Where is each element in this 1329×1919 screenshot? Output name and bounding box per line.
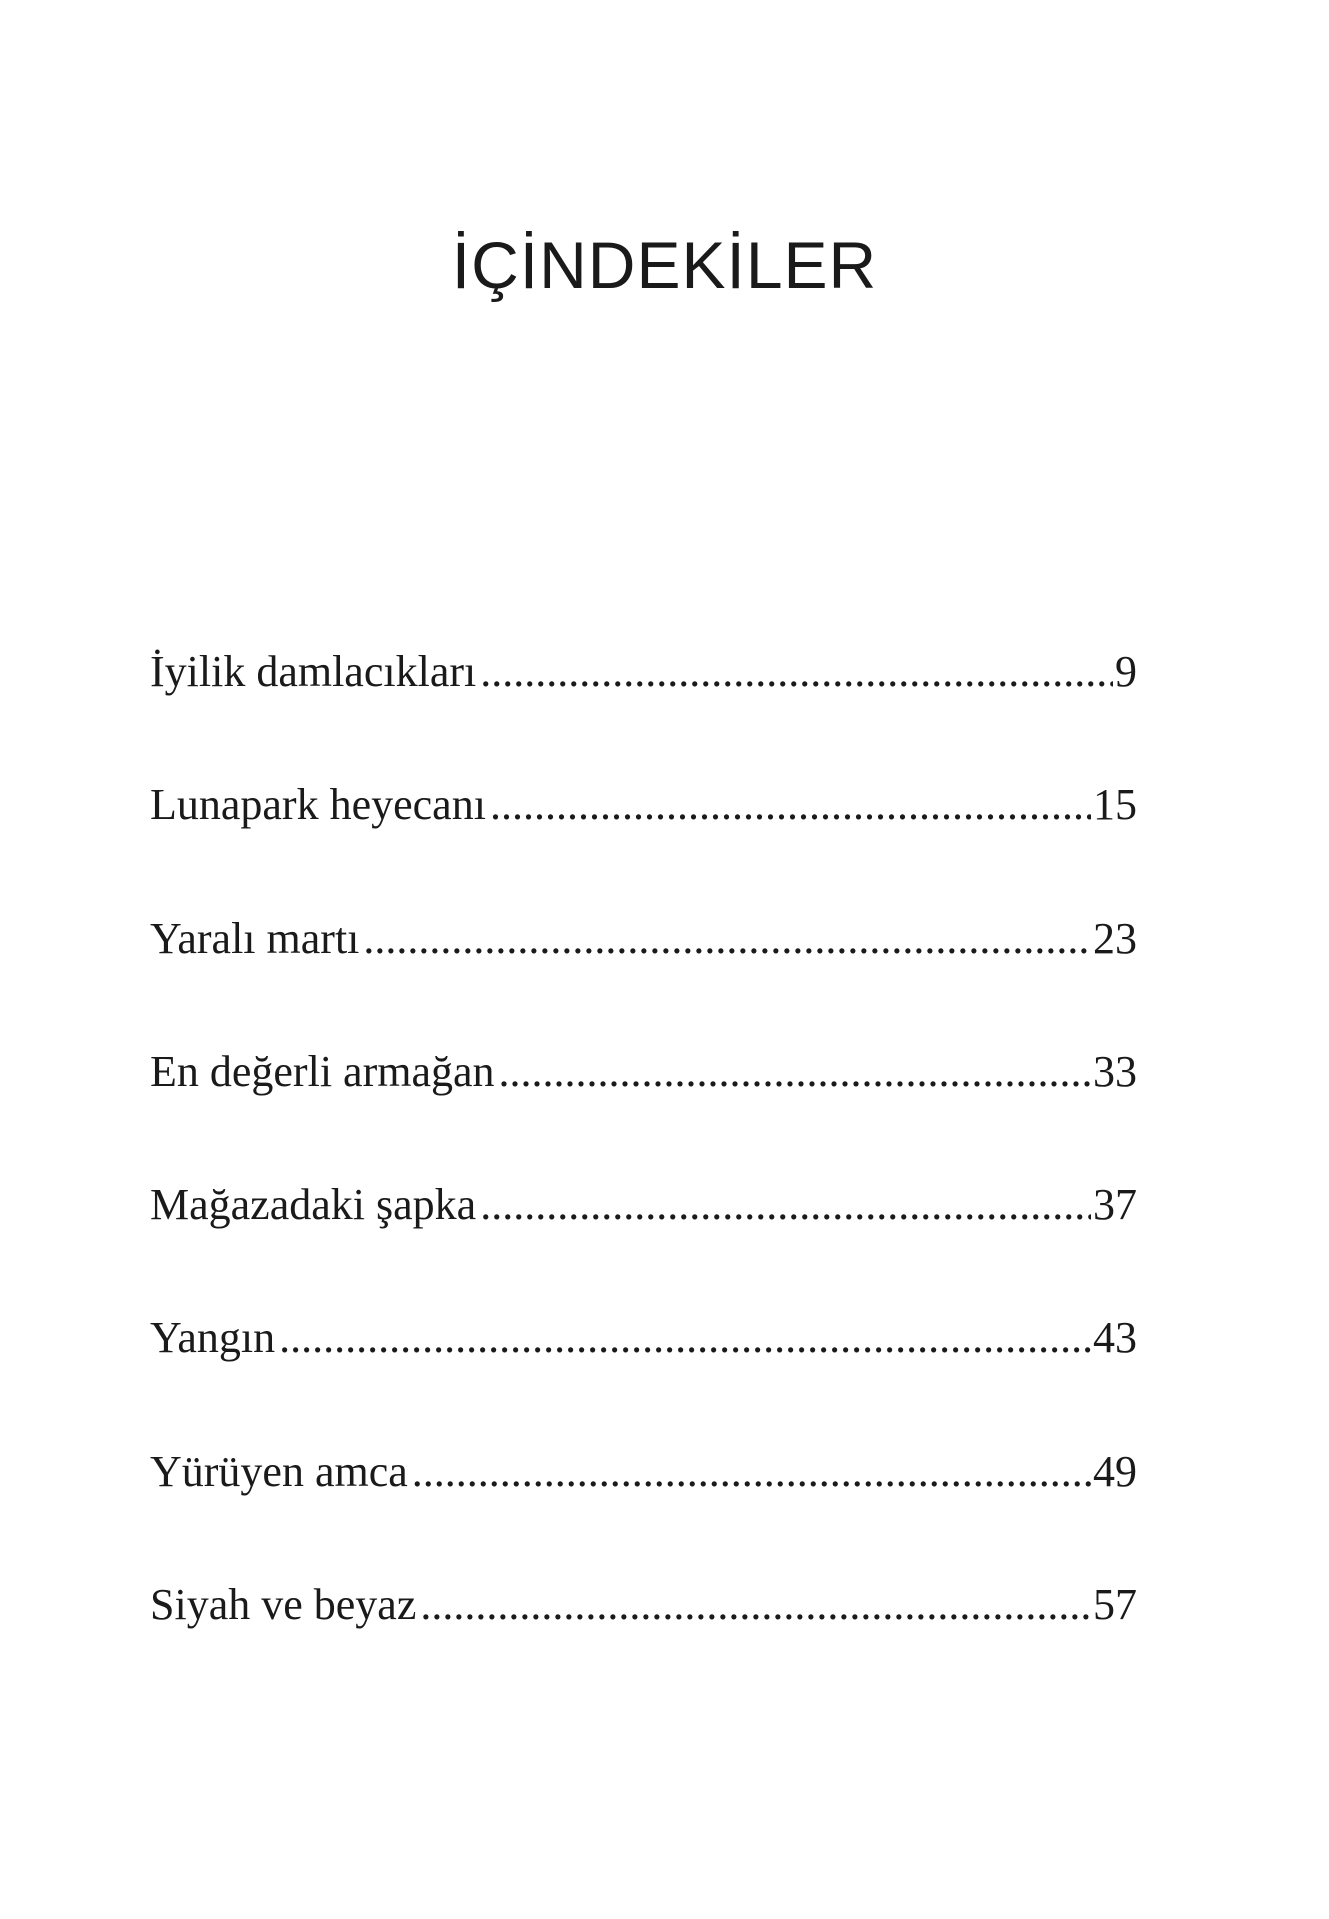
dot-leader	[420, 1583, 1091, 1627]
toc-entry[interactable]	[150, 913, 1137, 1050]
toc-entry-title: Lunapark heyecanı	[150, 780, 486, 830]
toc-entry-page: 33	[1093, 1046, 1137, 1096]
dot-leader	[480, 650, 1113, 694]
toc-heading: İÇİNDEKİLER	[451, 228, 878, 302]
toc-entry[interactable]	[150, 647, 1137, 783]
dot-leader	[490, 783, 1091, 827]
toc-entry-page: 43	[1093, 1313, 1137, 1363]
dot-leader	[499, 1050, 1091, 1094]
toc-entry-title: Mağazadaki şapka	[150, 1180, 477, 1230]
toc-entry-title: Yangın	[150, 1313, 276, 1363]
toc-entry-title: Yaralı martı	[150, 913, 360, 963]
toc-entry-page: 23	[1093, 913, 1137, 963]
toc-entry-title: İyilik damlacıkları	[150, 647, 477, 696]
toc-entry[interactable]	[150, 1446, 1137, 1583]
toc-entry[interactable]	[150, 780, 1137, 916]
toc-list	[150, 647, 1137, 1716]
toc-entry-title: En değerli armağan	[150, 1046, 495, 1096]
toc-entry-title: Yürüyen amca	[150, 1446, 408, 1496]
toc-entry-title: Siyah ve beyaz	[150, 1580, 417, 1630]
toc-entry-page: 15	[1093, 780, 1137, 830]
toc-entry-page: 9	[1115, 647, 1137, 696]
toc-entry[interactable]	[150, 1180, 1137, 1316]
toc-entry-page: 49	[1093, 1446, 1137, 1496]
toc-entry[interactable]	[150, 1046, 1137, 1183]
dot-leader	[279, 1316, 1091, 1360]
dot-leader	[363, 917, 1091, 961]
dot-leader	[480, 1183, 1091, 1227]
toc-entry-page: 37	[1093, 1180, 1137, 1230]
dot-leader	[412, 1450, 1091, 1494]
toc-entry-page: 57	[1093, 1580, 1137, 1630]
toc-entry[interactable]	[150, 1313, 1137, 1449]
toc-entry[interactable]	[150, 1580, 1137, 1716]
